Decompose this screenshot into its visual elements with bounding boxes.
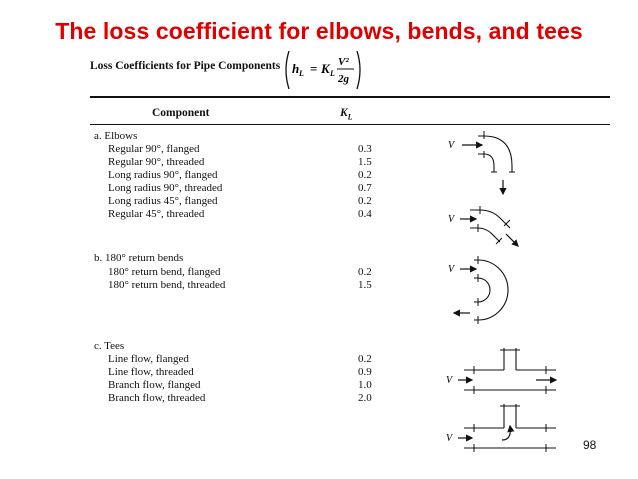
row-label: Regular 90°, threaded	[108, 156, 205, 168]
row-label: Regular 45°, threaded	[108, 208, 205, 220]
row-value: 0.7	[358, 182, 372, 194]
velocity-label: V	[448, 264, 455, 275]
kl-subscript: L	[347, 112, 353, 122]
formula-h-sub: L	[299, 69, 304, 78]
page-number: 98	[583, 438, 597, 452]
table-caption: Loss Coefficients for Pipe Components	[90, 60, 281, 72]
elbow-90-diagram	[440, 128, 530, 200]
return-bend-diagram	[440, 254, 520, 326]
elbow-45-diagram	[440, 200, 530, 250]
row-value: 0.9	[358, 366, 372, 378]
table-top-rule	[90, 96, 610, 98]
row-value: 1.0	[358, 379, 372, 391]
velocity-label: V	[446, 433, 453, 444]
velocity-label: V	[448, 214, 455, 225]
kl-symbol: K	[340, 107, 348, 119]
tee-line-flow-diagram	[440, 340, 570, 398]
section-tees-title: c. Tees	[94, 340, 125, 352]
row-value: 1.5	[358, 156, 372, 168]
table-header-rule	[90, 124, 610, 125]
row-label: 180° return bend, threaded	[108, 279, 226, 291]
formula-h: h	[292, 61, 300, 76]
row-value: 0.2	[358, 195, 372, 207]
formula-denominator: 2g	[338, 73, 349, 85]
velocity-label: V	[448, 140, 455, 151]
section-return-bends-title: b. 180° return bends	[94, 252, 184, 264]
slide-title: The loss coefficient for elbows, bends, and tees	[55, 18, 583, 44]
row-label: Long radius 90°, threaded	[108, 182, 223, 194]
row-label: 180° return bend, flanged	[108, 266, 221, 278]
column-header-kl	[340, 107, 353, 121]
column-header-component: Component	[152, 107, 210, 119]
row-value: 0.3	[358, 143, 372, 155]
row-label: Line flow, flanged	[108, 353, 189, 365]
row-value: 0.2	[358, 353, 372, 365]
row-value: 2.0	[358, 392, 372, 404]
row-label: Line flow, threaded	[108, 366, 194, 378]
formula-equals: =	[310, 61, 318, 76]
row-label: Branch flow, threaded	[108, 392, 206, 404]
row-label: Regular 90°, flanged	[108, 143, 200, 155]
velocity-label: V	[446, 375, 453, 386]
row-value: 0.2	[358, 266, 372, 278]
row-value: 1.5	[358, 279, 372, 291]
row-value: 0.4	[358, 208, 372, 220]
head-loss-formula	[283, 47, 363, 93]
formula-numerator: V²	[338, 56, 349, 68]
row-label: Long radius 45°, flanged	[108, 195, 218, 207]
row-label: Branch flow, flanged	[108, 379, 201, 391]
section-elbows-title: a. Elbows	[94, 130, 138, 142]
formula-k-sub: L	[330, 69, 335, 78]
tee-branch-flow-diagram	[440, 400, 570, 452]
row-value: 0.2	[358, 169, 372, 181]
formula-k: K	[321, 61, 330, 76]
row-label: Long radius 90°, flanged	[108, 169, 218, 181]
